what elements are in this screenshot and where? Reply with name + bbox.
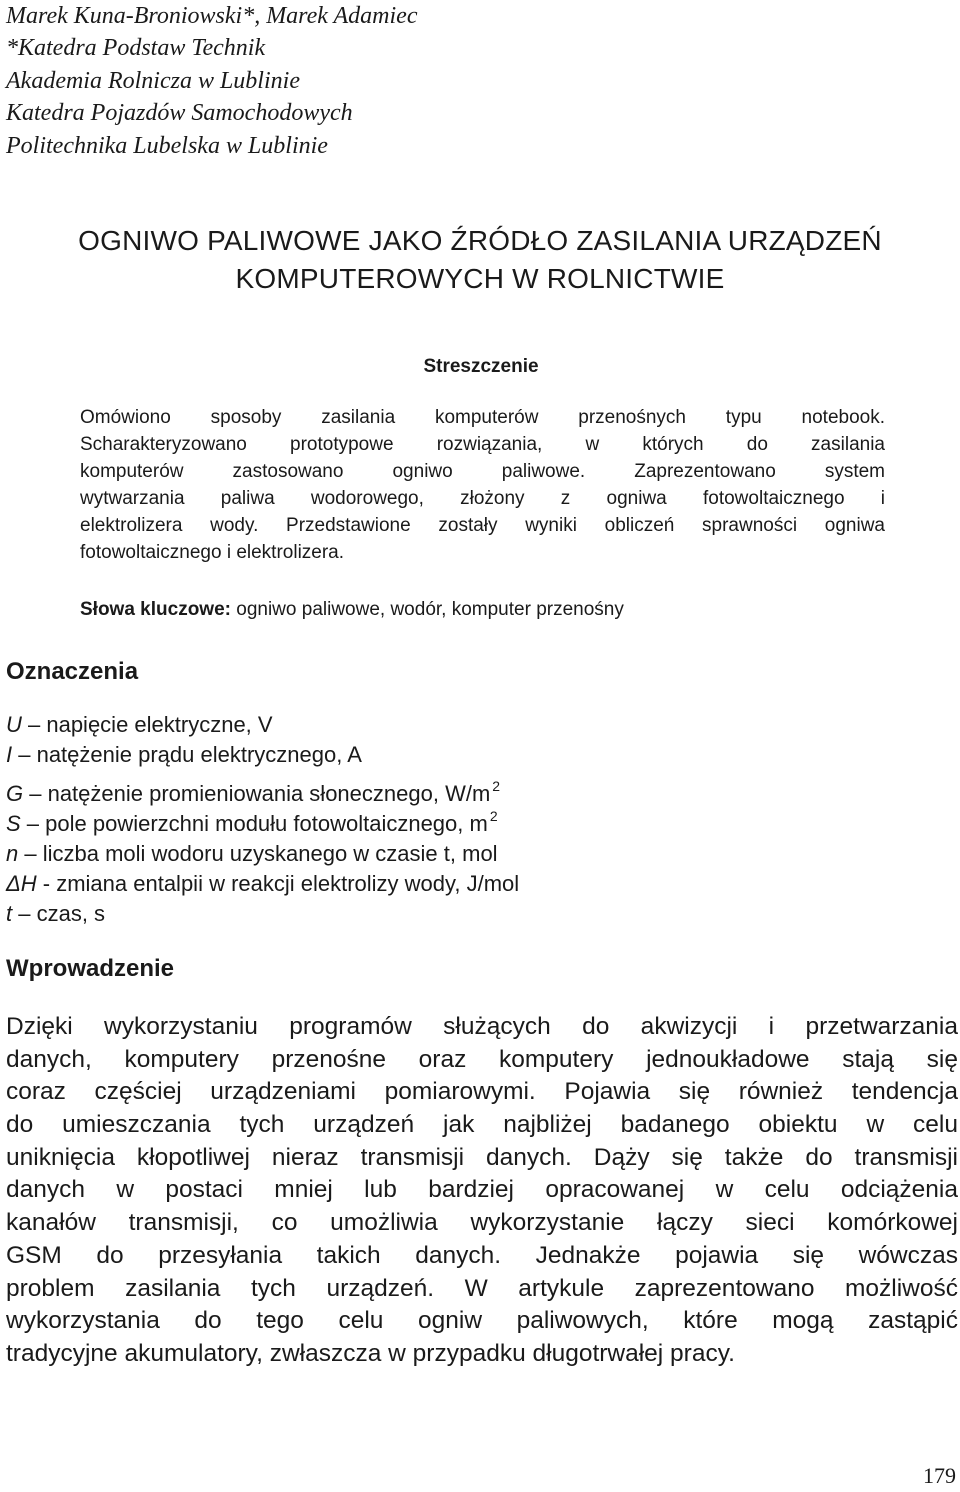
author-affiliations [6,0,417,162]
keywords [80,596,624,623]
body-line: coraz częściej urządzeniami pomiarowymi. Pojawia się również tendencja [6,1078,958,1106]
section-heading-notation: Oznaczenia [6,658,139,685]
notation-symbol: I [6,742,13,767]
notation-description: – natężenie prądu elektrycznego, A [12,742,362,767]
notation-item [6,840,498,868]
notation-item [6,711,273,739]
authors-line: Marek Kuna-Broniowski*, Marek Adamiec [6,3,418,29]
keywords-text: ogniwo paliwowe, wodór, komputer przenośny [230,599,624,620]
body-line: problem zasilania tych urządzeń. W artykule zaprezentowano możliwość [6,1274,958,1302]
body-line: do umieszczania tych urządzeń jak najbliżej badanego obiektu w celu [6,1111,958,1139]
body-line: uniknięcia kłopotliwej nieraz transmisji danych. Dąży się także do transmisji [6,1143,958,1171]
body-line: tradycyjne akumulatory, zwłaszcza w przypadku długotrwałej pracy. [6,1339,735,1367]
notation-item [6,900,105,928]
notation-symbol: U [6,712,22,737]
affiliation-line: Politechnika Lubelska w Lublinie [6,132,328,159]
body-line: danych, komputery przenośne oraz komputery jednoukładowe stają się [6,1045,958,1073]
notation-description: – napięcie elektryczne, V [21,712,273,737]
abstract-line: Scharakteryzowano prototypowe rozwiązania, w których do zasilania [80,434,885,455]
notation-item [6,780,500,810]
abstract-body [80,404,885,566]
affiliation-line: Akademia Rolnicza w Lublinie [6,67,300,94]
notation-item [6,870,519,898]
abstract-heading: Streszczenie [423,356,539,377]
notation-symbol: G [6,781,24,806]
notation-symbol: t [6,901,13,926]
abstract-line: wytwarzania paliwa wodorowego, złożony z ogniwa fotowoltaicznego i [80,488,885,509]
title-line: KOMPUTEROWYCH W ROLNICTWIE [235,263,725,294]
notation-symbol: S [6,811,21,836]
page-number: 179 [923,1463,956,1488]
notation-description: – natężenie promieniowania słonecznego, W/m [23,781,491,806]
notation-description: – liczba moli wodoru uzyskanego w czasie t, mol [18,841,498,866]
abstract-line: elektrolizera wody. Przedstawione zostały wyniki obliczeń sprawności ogniwa [80,515,885,536]
abstract-line: Omówiono sposoby zasilania komputerów przenośnych typu notebook. [80,407,885,428]
notation-description: - zmiana entalpii w reakcji elektrolizy wody, J/mol [36,871,520,896]
notation-item [6,810,498,840]
affiliation-line: Katedra Pojazdów Samochodowych [6,100,353,127]
body-line: GSM do przesyłania takich danych. Jednakże pojawia się wówczas [6,1241,958,1269]
body-line: Dzięki wykorzystaniu programów służących do akwizycji i przetwarzania [6,1013,958,1040]
notation-description: – pole powierzchni modułu fotowoltaicznego, m [20,811,488,836]
notation-item [6,741,362,769]
introduction-body [6,1011,958,1371]
keywords-label: Słowa kluczowe: [80,599,231,620]
affiliation-line: *Katedra Podstaw Technik [6,35,266,62]
section-heading-introduction: Wprowadzenie [6,955,175,982]
notation-description: – czas, s [12,901,106,926]
notation-superscript: 2 [492,778,501,794]
body-line: kanałów transmisji, co umożliwia wykorzystanie łączy sieci komórkowej [6,1209,958,1237]
body-line: wykorzystania do tego celu ogniw paliwowych, które mogą zastąpić [6,1307,958,1335]
body-line: danych w postaci mniej lub bardziej opracowanej w celu odciążenia [6,1176,958,1204]
abstract-line: komputerów zastosowano ogniwo paliwowe. Zaprezentowano system [80,461,885,482]
title-line: OGNIWO PALIWOWE JAKO ŹRÓDŁO ZASILANIA URZĄDZEŃ [78,225,882,256]
abstract-line: fotowoltaicznego i elektrolizera. [80,542,345,563]
notation-symbol: n [6,841,19,866]
notation-symbol: ΔH [6,871,37,896]
notation-superscript: 2 [489,808,498,824]
paper-title [0,222,960,298]
